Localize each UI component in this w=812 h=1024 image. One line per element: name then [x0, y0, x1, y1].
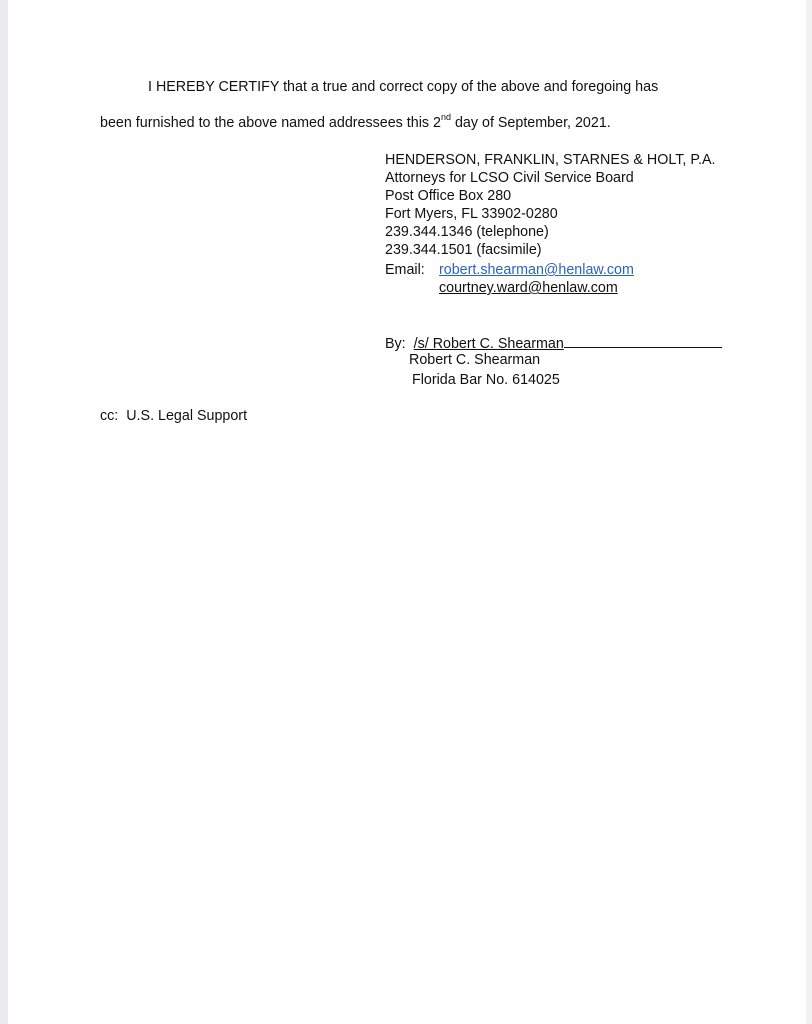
bar-number: Florida Bar No. 614025: [412, 372, 560, 388]
certificate-line-2: [100, 114, 611, 132]
email-link-primary[interactable]: robert.shearman@henlaw.com: [439, 262, 634, 278]
firm-city: Fort Myers, FL 33902-0280: [385, 206, 558, 222]
page-edge-right: [806, 0, 812, 1024]
certificate-line-2-start: been furnished to the above named addressees this 2: [100, 115, 441, 131]
certificate-line-2-end: day of September, 2021.: [451, 115, 611, 131]
cc-line: [100, 407, 247, 425]
page-edge-left: [0, 0, 8, 1024]
ordinal-suffix: nd: [440, 112, 451, 123]
signature-line: [385, 333, 722, 353]
firm-name: HENDERSON, FRANKLIN, STARNES & HOLT, P.A.: [385, 152, 716, 168]
firm-facsimile: 239.344.1501 (facsimile): [385, 242, 542, 258]
by-label: By:: [385, 336, 406, 352]
firm-telephone: 239.344.1346 (telephone): [385, 224, 549, 240]
email-secondary: courtney.ward@henlaw.com: [439, 280, 618, 296]
electronic-signature: /s/ Robert C. Shearman: [413, 336, 564, 352]
firm-role: Attorneys for LCSO Civil Service Board: [385, 170, 634, 186]
certificate-line-1: I HEREBY CERTIFY that a true and correct copy of the above and foregoing has: [148, 79, 659, 95]
firm-po-box: Post Office Box 280: [385, 188, 512, 204]
cc-recipient: U.S. Legal Support: [126, 408, 248, 424]
cc-label: cc:: [100, 408, 119, 424]
email-label: Email:: [385, 262, 425, 278]
signature-rule: [564, 333, 722, 348]
signer-name: Robert C. Shearman: [409, 352, 541, 368]
